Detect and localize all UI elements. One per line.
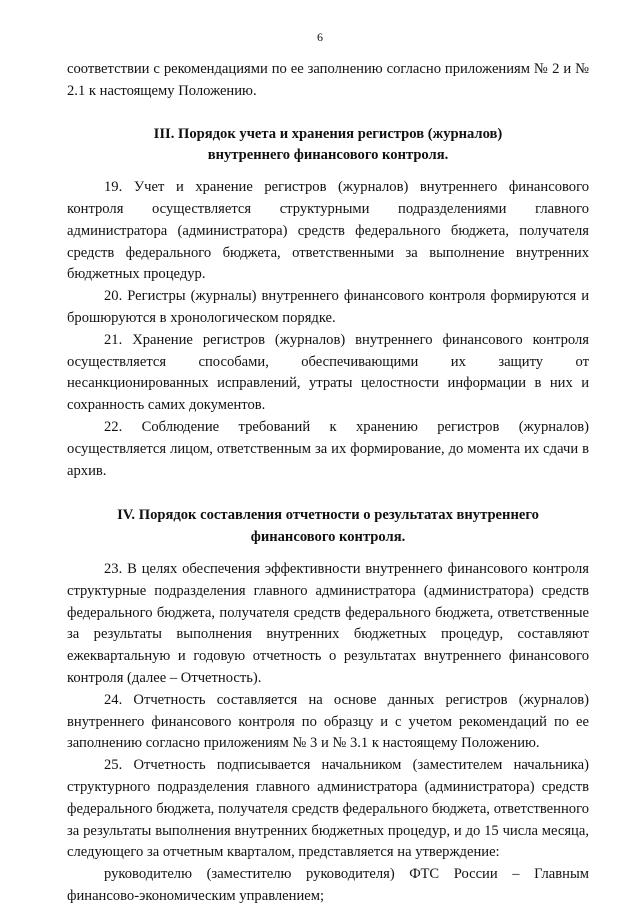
intro-paragraph: соответствии с рекомендациями по ее заполнению согласно приложениям № 2 и № 2.1 к настоящему Положению. xyxy=(67,61,589,99)
paragraph-20: 20. Регистры (журналы) внутреннего финансового контроля формируются и брошюруются в хронологическом порядке. xyxy=(67,288,589,326)
paragraph-25: 25. Отчетность подписывается начальником (заместителем начальника) структурного подразделения главного администратора (администратора) средств федерального бюджета, получателя средств федерального бюджета, ответственного за результаты выполнения внутренних бюджетных процедур, и до 15 числа месяца, следующего за отчетным кварталом, представляется на утверждение: xyxy=(67,757,589,861)
paragraph-19: 19. Учет и хранение регистров (журналов) внутреннего финансового контроля осуществляется структурными подразделениями главного администратора (администратора) средств федерального бюджета, получателя средств федерального бюджета, ответственными за выполнение внутренних бюджетных процедур. xyxy=(67,179,589,283)
paragraph-23: 23. В целях обеспечения эффективности внутреннего финансового контроля структурные подразделения главного администратора (администратора) средств федерального бюджета, получателя средств федерального бюджета, ответственные за результаты выполнения внутренних бюджетных процедур, составляют ежеквартальную и годовую отчетность о результатах внутреннего финансового контроля (далее – Отчетность). xyxy=(67,560,589,686)
section-3-title-line1: III. Порядок учета и хранения регистров (журналов) xyxy=(153,125,503,142)
document-body xyxy=(67,59,589,908)
paragraph-24: 24. Отчетность составляется на основе данных регистров (журналов) внутреннего финансового контроля по образцу и с учетом рекомендаций по ее заполнению согласно приложениям № 3 и № 3.1 к настоящему Положению. xyxy=(67,691,589,752)
page-number: 6 xyxy=(317,30,323,44)
section-4-title-line2: финансового контроля. xyxy=(250,529,406,546)
paragraph-25-item: руководителю (заместителю руководителя) ФТС России – Главным финансово-экономическим управлением; xyxy=(67,866,589,904)
paragraph-22: 22. Соблюдение требований к хранению регистров (журналов) осуществляется лицом, ответственным за их формирование, до момента их сдачи в архив. xyxy=(67,418,589,479)
section-4-title xyxy=(67,505,589,549)
section-4-title-line1: IV. Порядок составления отчетности о результатах внутреннего xyxy=(117,507,539,524)
paragraph-21: 21. Хранение регистров (журналов) внутреннего финансового контроля осуществляется способами, обеспечивающими их защиту от несанкционированных исправлений, утраты целостности информации в них и сохранность самих документов. xyxy=(67,331,589,414)
section-3-title-line2: внутреннего финансового контроля. xyxy=(207,147,449,164)
section-3-title xyxy=(67,124,589,168)
